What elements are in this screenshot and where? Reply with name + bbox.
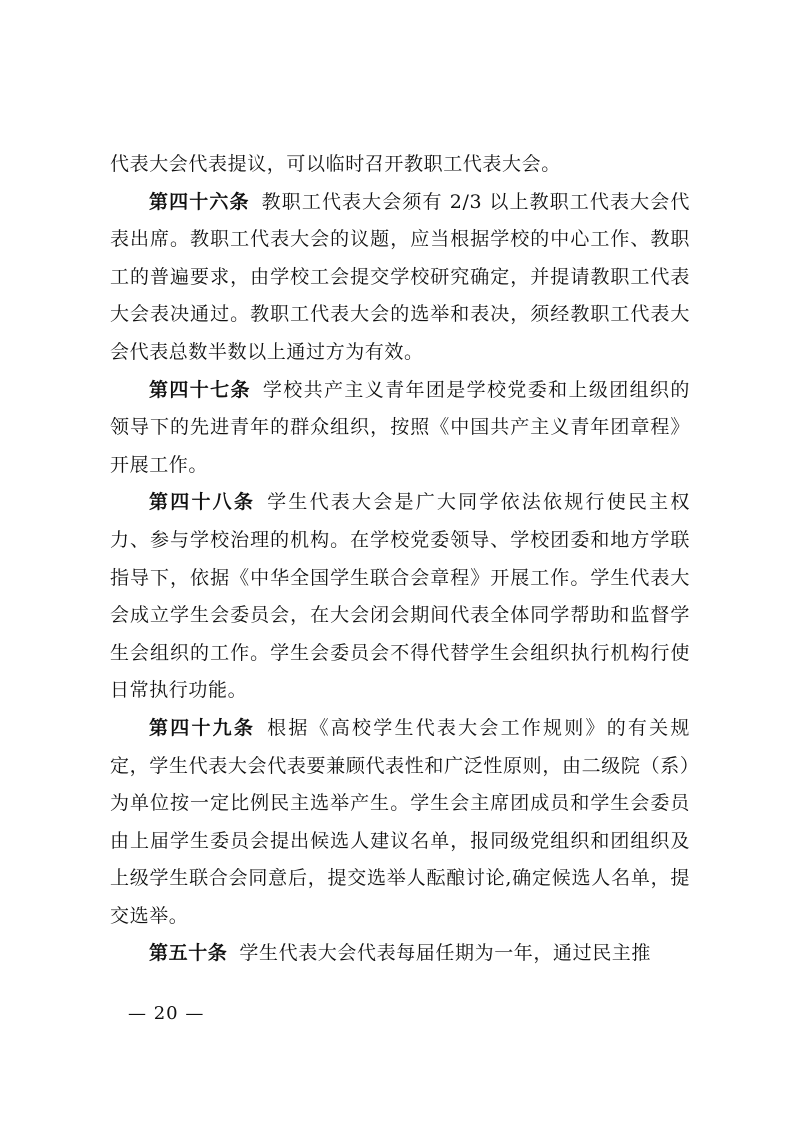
article-text: 学生代表大会代表每届任期为一年，通过民主推: [239, 942, 652, 965]
article-text: 学校共产主义青年团是学校党委和上级团组织的领导下的先进青年的群众组织，按照《中国共产主义青年团章程》开展工作。: [110, 378, 690, 476]
article-50: [110, 935, 690, 973]
article-title: 第四十六条: [149, 190, 250, 213]
article-text: 学生代表大会是广大同学依法依规行使民主权力、参与学校治理的机构。在学校党委领导、学校团委和地方学联指导下，依据《中华全国学生联合会章程》开展工作。学生代表大会成立学生会委员会，在大会闭会期间代表全体同学帮助和监督学生会组织的工作。学生会委员会不得代替学生会组织执行机构行使日常执行功能。: [110, 491, 690, 702]
article-text: 根据《高校学生代表大会工作规则》的有关规定，学生代表大会代表要兼顾代表性和广泛性原则，由二级院（系）为单位按一定比例民主选举产生。学生会主席团成员和学生会委员由上届学生委员会提出候选人建议名单，报同级党组织和团组织及上级学生联合会同意后，提交选举人酝酿讨论,确定候选人名单，提交选举。: [110, 716, 690, 927]
article-46: [110, 184, 690, 372]
page-number: — 20 —: [128, 1003, 205, 1024]
article-text: 教职工代表大会须有 2/3 以上教职工代表大会代表出席。教职工代表大会的议题，应当根据学校的中心工作、教职工的普遍要求，由学校工会提交学校研究确定，并提请教职工代表大会表决通过。教职工代表大会的选举和表决，须经教职工代表大会代表总数半数以上通过方为有效。: [110, 190, 690, 363]
continuation-paragraph: 代表大会代表提议，可以临时召开教职工代表大会。: [110, 153, 561, 175]
article-title: 第四十九条: [149, 716, 256, 739]
article-48: [110, 484, 690, 710]
article-title: 第四十七条: [149, 378, 251, 401]
article-49: [110, 710, 690, 936]
article-title: 第四十八条: [149, 491, 256, 514]
document-body: [110, 146, 690, 973]
article-title: 第五十条: [149, 942, 228, 965]
article-47: [110, 372, 690, 485]
